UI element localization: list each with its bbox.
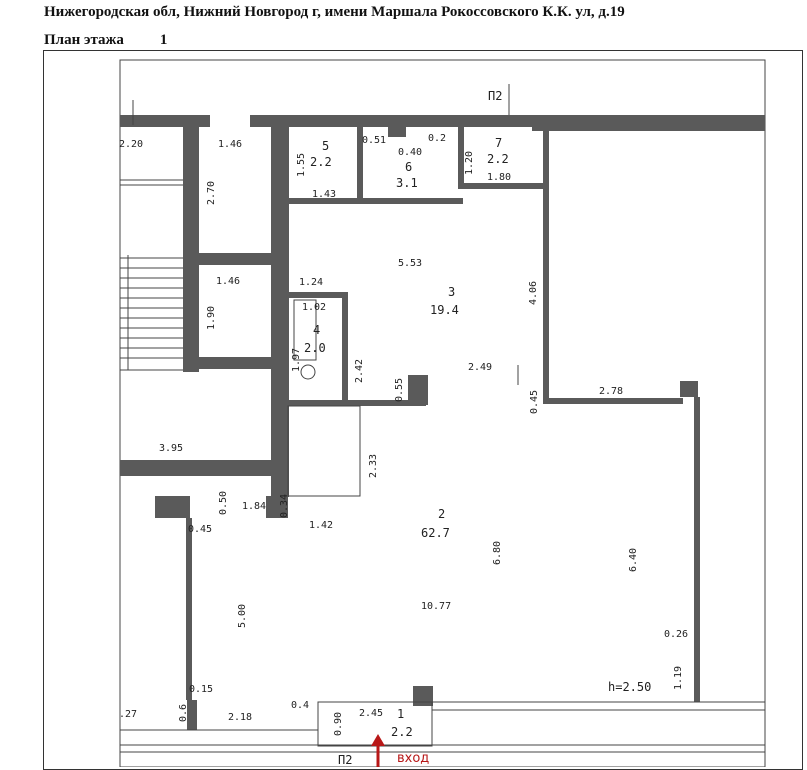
wall [342, 292, 348, 402]
dimension: 0.51 [362, 135, 387, 146]
dimension: 1.02 [302, 302, 327, 313]
toilet-fixture [301, 365, 315, 379]
dimension: 0.45 [529, 389, 540, 414]
dimension: 1.97 [291, 347, 302, 372]
dimension: 5.53 [398, 258, 423, 269]
room-7-area: 2.2 [487, 152, 509, 166]
room-7-number: 7 [495, 136, 503, 150]
dimension: 0.55 [394, 377, 405, 402]
wall [120, 460, 280, 476]
wall [388, 127, 406, 137]
wall [183, 127, 199, 372]
dimension: 1.24 [299, 277, 324, 288]
wall [680, 381, 698, 397]
room-2-number: 2 [438, 507, 446, 521]
dimension: 1.55 [296, 152, 307, 177]
wall [413, 686, 433, 706]
dimension: 1.19 [673, 665, 684, 690]
address-heading: Нижегородская обл, Нижний Новгород г, имени Маршала Рокоссовского К.К. ул, д.19 [44, 4, 625, 20]
dimension: 1.90 [206, 305, 217, 330]
wall [186, 518, 192, 700]
wall [458, 183, 544, 189]
dimension: 1.20 [464, 150, 475, 175]
dimension: 10.77 [421, 601, 452, 612]
room-1-number: 1 [397, 707, 405, 721]
wall [155, 496, 190, 518]
dimension: 0.45 [188, 524, 213, 535]
ceiling-height: h=2.50 [608, 680, 652, 694]
dimension: 0.50 [218, 490, 229, 515]
dimension: 0.26 [664, 629, 689, 640]
dimension: 2.49 [468, 362, 493, 373]
entrance-label: вход [397, 751, 430, 766]
dimension: 1.42 [309, 520, 334, 531]
wall [250, 115, 540, 127]
dimension: 0.90 [333, 711, 344, 736]
dimension: 0.2 [428, 133, 447, 144]
wall [120, 115, 155, 127]
plan-label-text: План этажа [44, 32, 124, 48]
staircase [120, 180, 183, 370]
wall [155, 115, 210, 127]
section-mark-bottom: П2 [338, 753, 353, 767]
dimension: 1.46 [216, 276, 241, 287]
dimension: .27 [119, 709, 138, 720]
wall [199, 253, 271, 265]
dimension: 1.80 [487, 172, 512, 183]
drawing-border [120, 60, 765, 767]
wall [543, 398, 683, 404]
wall [543, 131, 549, 402]
dimension: 0.4 [291, 700, 310, 711]
room-6-number: 6 [405, 160, 413, 174]
room-6-area: 3.1 [396, 176, 418, 190]
wall [694, 397, 700, 702]
dimension: 2.70 [206, 180, 217, 205]
section-mark-top: П2 [488, 89, 503, 103]
dimension: 2.78 [599, 386, 624, 397]
floor-number: 1 [159, 32, 168, 48]
dimension: 2.20 [119, 139, 144, 150]
dimension: 2.33 [368, 453, 379, 478]
room-4-number: 4 [313, 323, 321, 337]
room-5-area: 2.2 [310, 155, 332, 169]
dimension: 4.06 [528, 280, 539, 305]
room-1-area: 2.2 [391, 725, 413, 739]
dimension: 6.80 [492, 540, 503, 565]
dimension: 1.46 [218, 139, 243, 150]
wall [288, 292, 346, 298]
dimension: 0.34 [279, 493, 290, 518]
wall [199, 357, 271, 369]
dimension: 0.6 [178, 703, 189, 722]
dimension: 2.42 [354, 358, 365, 383]
dimension: 3.95 [159, 443, 184, 454]
entrance-arrow-head [371, 734, 385, 746]
wall [532, 115, 765, 131]
room-3-number: 3 [448, 285, 456, 299]
dimension: 2.18 [228, 712, 253, 723]
wall [288, 400, 426, 406]
dimension: 1.84 [242, 501, 267, 512]
dimension: 0.40 [398, 147, 423, 158]
room-4-area: 2.0 [304, 341, 326, 355]
room-5-number: 5 [322, 139, 330, 153]
dimension: 0.15 [189, 684, 214, 695]
dimension: 1.43 [312, 189, 337, 200]
dimension: 5.00 [237, 603, 248, 628]
entrance-arrow [371, 734, 385, 767]
room-3-area: 19.4 [430, 303, 459, 317]
dimension: 6.40 [628, 547, 639, 572]
closet-outline [288, 406, 360, 496]
dimension: 2.45 [359, 708, 384, 719]
wall [271, 127, 289, 497]
room-2-area: 62.7 [421, 526, 450, 540]
